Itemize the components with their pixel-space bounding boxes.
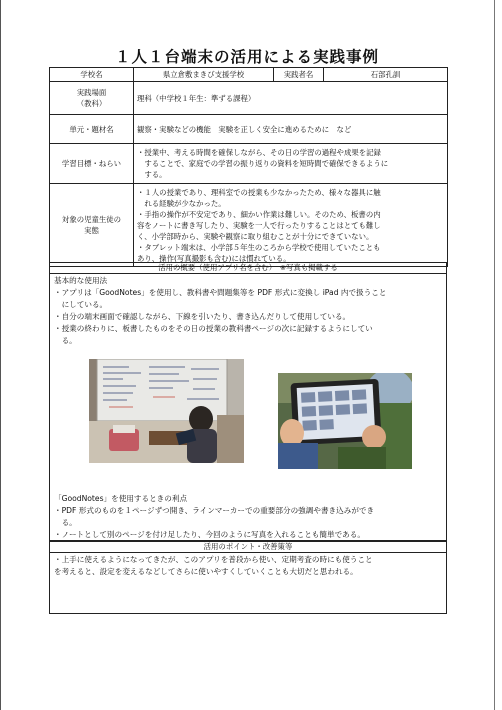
points-box (49, 552, 447, 614)
student-line: ・１人の授業であり、理科室での授業も少なかったため、様々な器具に触 (137, 187, 381, 197)
unit-label: 単元・題材名 (50, 115, 134, 144)
student-line: れる経験が少なかった。 (137, 198, 226, 208)
tablet-photo-image (278, 373, 412, 469)
page-right-edge (494, 0, 495, 710)
info-table (49, 67, 448, 267)
student-line: ・タブレット端末は、小学部５年生のころから学校で使用していたことも (137, 242, 381, 252)
merit-line: る。 (54, 518, 77, 527)
student-label-line-2: 実態 (84, 226, 99, 235)
tablet-photo (278, 373, 412, 469)
merit-line: ・ノートとして別のページを付け足したり、今回のように写真を入れることも簡単である。 (54, 530, 365, 539)
unit-row (50, 115, 448, 144)
overview-heading: 基本的な使用法 (54, 276, 108, 285)
classroom-photo-image (89, 359, 244, 463)
student-label-line-1: 対象の児童生徒の (61, 215, 122, 224)
scene-value: 理科（中学校１年生：準ずる課程） (134, 82, 448, 115)
goal-label: 学習目標・ねらい (50, 144, 134, 184)
student-line: 容をノートに書き写したり、実験を一人で行ったりすることはとても難し (137, 220, 381, 230)
student-label (50, 184, 134, 267)
goal-line: ・授業中、考える時間を確保しながら、その日の学習の過程や成果を記録 (137, 148, 381, 157)
overview-line: ・アプリは「GoodNotes」を使用し、教科書や問題集等を PDF 形式に変換し iPad 内で扱うこと (54, 288, 387, 297)
school-row (50, 68, 448, 82)
student-row (50, 184, 448, 267)
points-line: ・上手に使えるようになってきたが、このアプリを普段から使い、定期考査の時にも使うこと (54, 555, 373, 564)
school-label: 学校名 (50, 68, 134, 82)
student-line: ・手指の操作が不安定であり、細かい作業は難しい。そのため、板書の内 (137, 209, 381, 219)
goal-line: する。 (137, 170, 167, 179)
merit-heading: 「GoodNotes」を使用するときの利点 (54, 494, 188, 503)
classroom-photo (89, 359, 244, 463)
goal-line: することで、家庭での学習の振り返りの資料を短時間で確保できるように (137, 159, 389, 168)
practitioner-value: 石部孔訓 (324, 68, 448, 82)
points-line: を考えると、設定を変えるなどしてさらに使いやすくしていくことも大切だと思われる。 (54, 567, 358, 576)
school-value: 県立倉敷まきび支援学校 (134, 68, 274, 82)
merit-line: ・PDF 形式のものを１ページずつ開き、ラインマーカーでの重要部分の強調や書き込みができ (54, 506, 375, 515)
student-line: あり、操作(写真撮影も含む)には慣れている。 (137, 253, 291, 263)
student-value (134, 184, 448, 267)
page-left-edge (0, 0, 1, 710)
overview-line: ・自分の端末画面で確認しながら、下線を引いたり、書き込んだりして使用している。 (54, 312, 351, 321)
goal-value (134, 144, 448, 184)
scene-label-line-2: （教科） (76, 99, 107, 108)
overview-line: にしている。 (54, 300, 108, 309)
page-title: １人１台端末の活用による実践事例 (114, 48, 379, 66)
overview-line: ・授業の終わりに、板書したものをその日の授業の教科書ページの次に記録するようにしてい (54, 324, 373, 333)
overview-line: る。 (54, 336, 77, 345)
scene-label (50, 82, 134, 115)
points-header: 活用のポイント・改善策等 (49, 541, 447, 553)
student-line: く、小学部時から、実験や観察に取り組むことが十分にできていない。 (137, 231, 374, 241)
scene-row (50, 82, 448, 115)
unit-value: 観察・実験などの機能 実験を正しく安全に進めるために など (134, 115, 448, 144)
overview-header: 活用の概要（使用アプリ名を含む） ※写真も掲載する (49, 262, 447, 274)
goal-row (50, 144, 448, 184)
practitioner-label: 実践者名 (274, 68, 324, 82)
scene-label-line-1: 実践場面 (76, 88, 107, 97)
